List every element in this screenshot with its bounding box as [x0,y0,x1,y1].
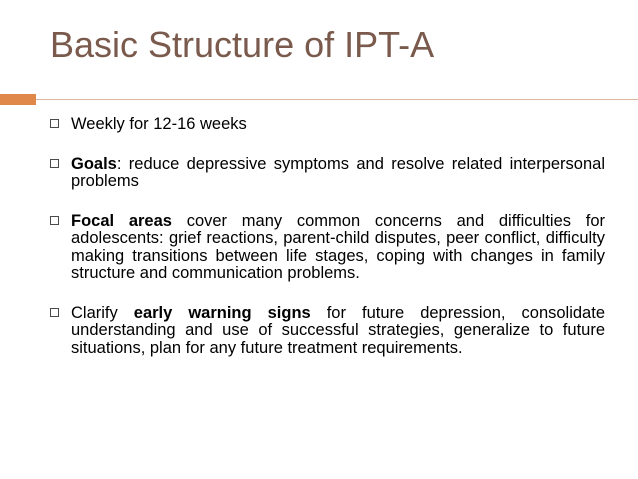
bullet-bold-term: Goals [71,154,117,173]
bullet-text: for future depression, consolidate understanding and use of successful strategies, generalize to future situations, plan for any future treatment requirements. [71,303,605,357]
bullet-bold-term: Focal areas [71,211,172,230]
bullet-item-focal-areas [50,213,605,283]
bullet-text: cover many common concerns and difficulties for adolescents: grief reactions, parent-child disputes, peer conflict, difficulty making transitions between life stages, coping with changes in family structure and communication problems. [71,211,605,282]
bullet-item-warning-signs [50,305,605,358]
bullet-text: Weekly for 12-16 weeks [71,115,247,133]
bullet-text-prefix: Clarify [71,303,134,322]
square-bullet-icon [50,308,59,317]
bullet-bold-term: early warning signs [133,303,311,322]
bullet-list [50,116,605,357]
slide-title: Basic Structure of IPT-A [50,24,435,65]
square-bullet-icon [50,216,59,225]
bullet-item-goals [50,156,605,191]
bullet-item-schedule [50,116,605,134]
title-accent-bar [0,94,36,105]
square-bullet-icon [50,159,59,168]
bullet-text: : reduce depressive symptoms and resolve related interpersonal problems [71,154,605,190]
square-bullet-icon [50,119,59,128]
title-divider-line [36,99,638,100]
